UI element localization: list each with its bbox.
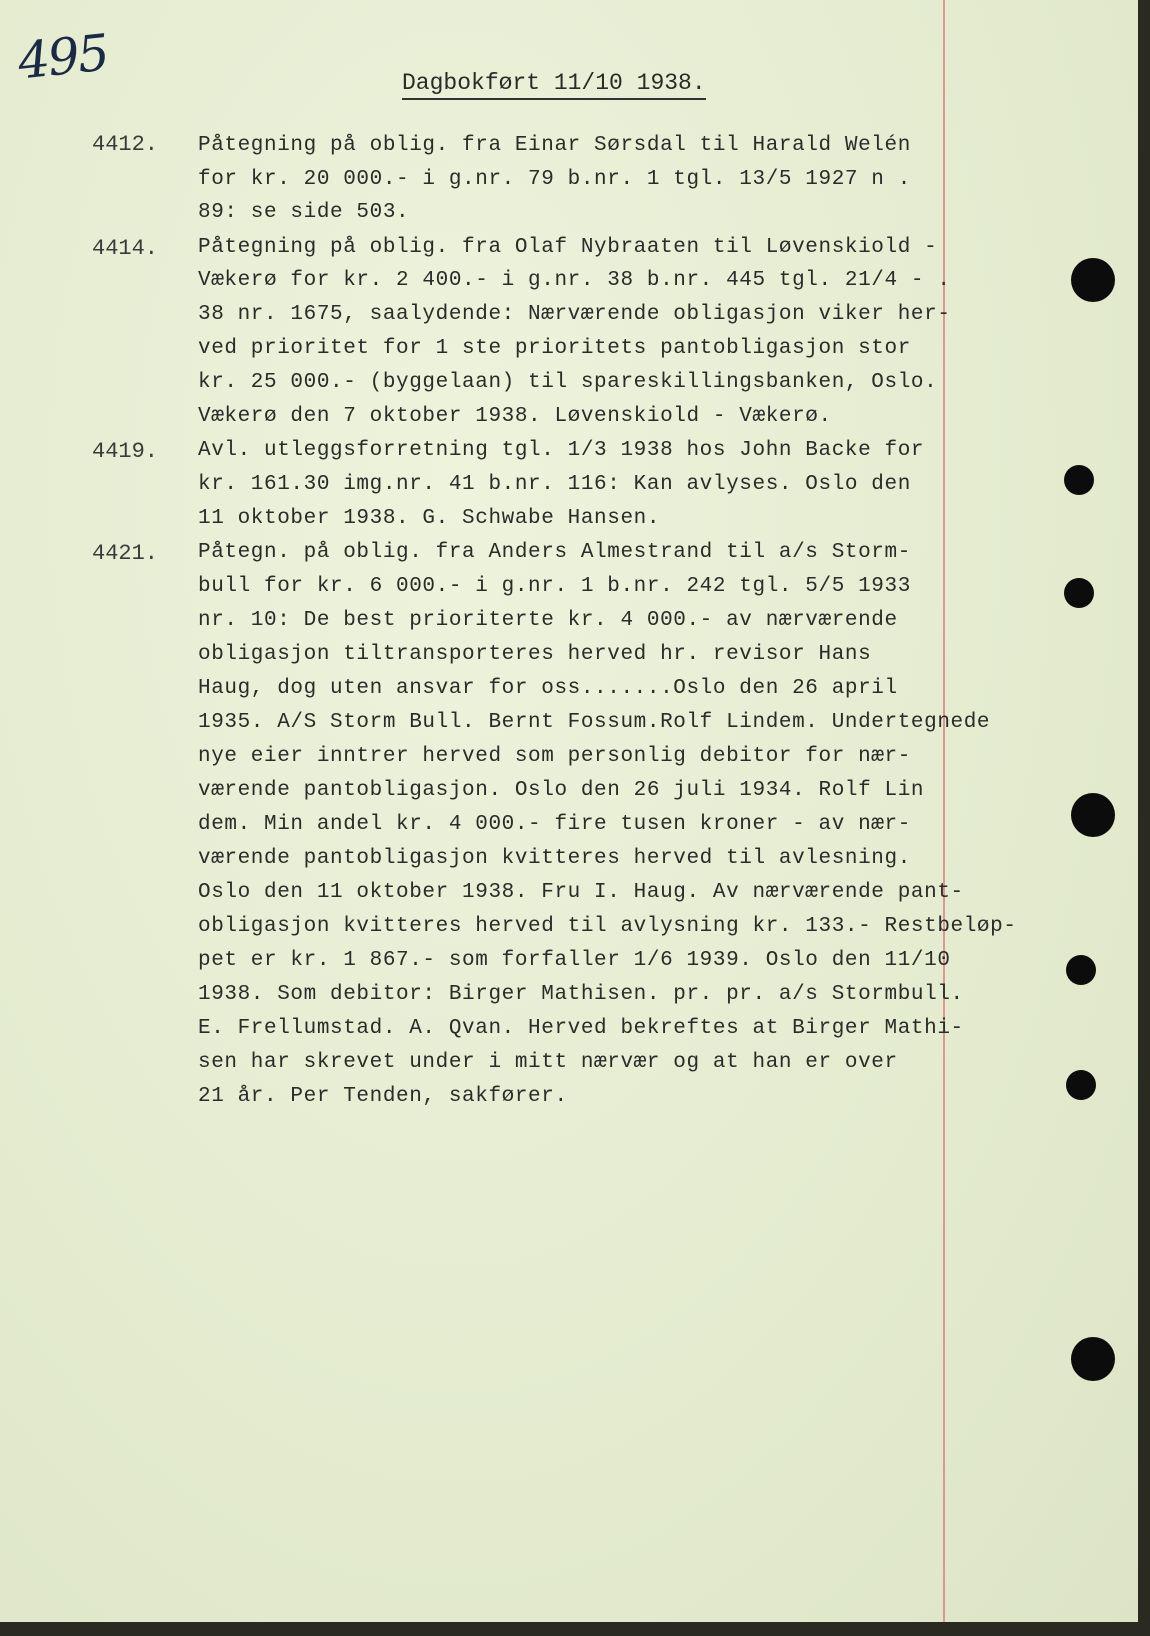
entry-line: pet er kr. 1 867.- som forfaller 1/6 1939. Oslo den 11/10 [198, 949, 951, 972]
entry-line: 38 nr. 1675, saalydende: Nærværende obligasjon viker her- [198, 303, 951, 326]
entry-line: Avl. utleggsforretning tgl. 1/3 1938 hos John Backe for [198, 439, 925, 462]
punch-hole-6 [1066, 1070, 1096, 1100]
entry-number: 4421. [92, 541, 159, 566]
entry-line: 21 år. Per Tenden, sakfører. [198, 1085, 568, 1108]
entry-line: sen har skrevet under i mitt nærvær og at han er over [198, 1051, 898, 1074]
entry-line: værende pantobligasjon kvitteres herved til avlesning. [198, 847, 911, 870]
entry-line: Påtegn. på oblig. fra Anders Almestrand til a/s Storm- [198, 541, 911, 564]
entry-line: 1938. Som debitor: Birger Mathisen. pr. pr. a/s Stormbull. [198, 983, 964, 1006]
entry-line: ved prioritet for 1 ste prioritets pantobligasjon stor [198, 337, 911, 360]
page-number: 495 [15, 23, 111, 91]
punch-hole-7 [1071, 1337, 1115, 1381]
margin-line [943, 0, 945, 1622]
entry-line: Haug, dog uten ansvar for oss.......Oslo den 26 april [198, 677, 898, 700]
entry-line: nr. 10: De best prioriterte kr. 4 000.- av nærværende [198, 609, 898, 632]
entry-line: obligasjon kvitteres herved til avlysning kr. 133.- Restbeløp- [198, 915, 1017, 938]
entry-line: dem. Min andel kr. 4 000.- fire tusen kroner - av nær- [198, 813, 911, 836]
entry-line: for kr. 20 000.- i g.nr. 79 b.nr. 1 tgl. 13/5 1927 n . [198, 168, 911, 191]
entry-number: 4412. [92, 132, 159, 157]
entry-line: 1935. A/S Storm Bull. Bernt Fossum.Rolf Lindem. Undertegnede [198, 711, 991, 734]
entry-line: Påtegning på oblig. fra Einar Sørsdal til Harald Welén [198, 134, 911, 157]
punch-hole-3 [1064, 578, 1094, 608]
entry-line: E. Frellumstad. A. Qvan. Herved bekreftes at Birger Mathi- [198, 1017, 964, 1040]
entry-line: obligasjon tiltransporteres herved hr. revisor Hans [198, 643, 872, 666]
entry-line: kr. 161.30 img.nr. 41 b.nr. 116: Kan avlyses. Oslo den [198, 473, 911, 496]
entry-number: 4419. [92, 439, 159, 464]
punch-hole-5 [1066, 955, 1096, 985]
entry-line: Vækerø den 7 oktober 1938. Løvenskiold - Vækerø. [198, 405, 832, 428]
entry-line: nye eier inntrer herved som personlig debitor for nær- [198, 745, 911, 768]
punch-hole-1 [1071, 258, 1115, 302]
entry-line: bull for kr. 6 000.- i g.nr. 1 b.nr. 242 tgl. 5/5 1933 [198, 575, 911, 598]
punch-hole-2 [1064, 465, 1094, 495]
entry-line: værende pantobligasjon. Oslo den 26 juli 1934. Rolf Lin [198, 779, 925, 802]
entry-line: Oslo den 11 oktober 1938. Fru I. Haug. Av nærværende pant- [198, 881, 964, 904]
entry-line: kr. 25 000.- (byggelaan) til spareskillingsbanken, Oslo. [198, 371, 938, 394]
entry-line: Påtegning på oblig. fra Olaf Nybraaten til Løvenskiold - [198, 236, 938, 259]
entry-line: Vækerø for kr. 2 400.- i g.nr. 38 b.nr. 445 tgl. 21/4 - . [198, 269, 951, 292]
entry-number: 4414. [92, 236, 159, 261]
entry-line: 89: se side 503. [198, 201, 410, 224]
page-header: Dagbokført 11/10 1938. [402, 70, 706, 100]
entry-line: 11 oktober 1938. G. Schwabe Hansen. [198, 507, 661, 530]
punch-hole-4 [1071, 793, 1115, 837]
